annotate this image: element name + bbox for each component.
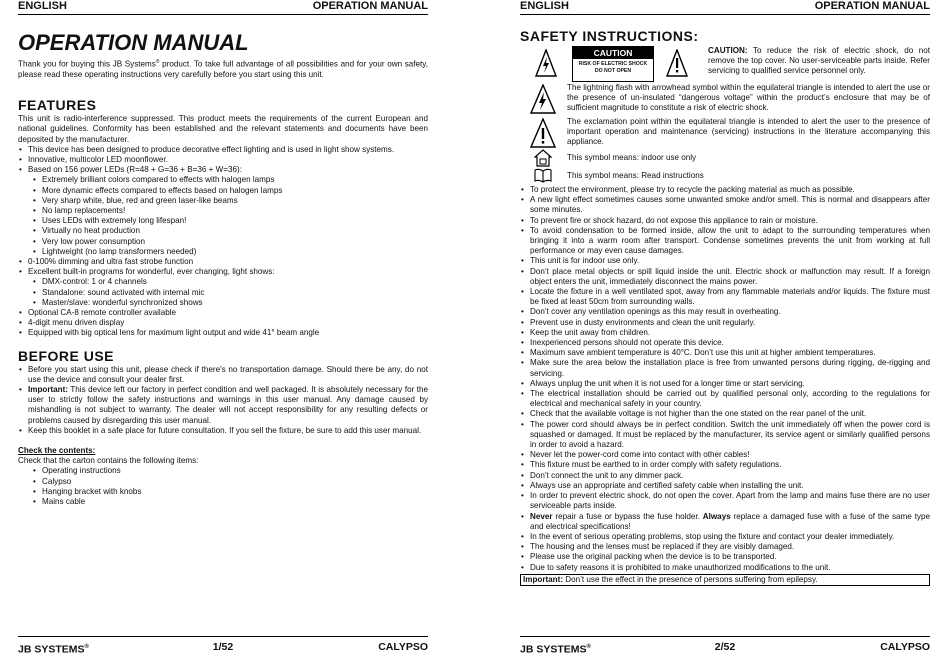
list-item: • Prevent use in dusty environments and clean the unit regularly. bbox=[520, 318, 930, 328]
footer-product: CALYPSO bbox=[880, 641, 930, 653]
list-item: • Optional CA-8 remote controller available bbox=[18, 308, 428, 318]
list-item: • Please use the original packing when the device is to be transported. bbox=[520, 552, 930, 562]
list-item: • Hanging bracket with knobs bbox=[18, 487, 428, 497]
features-heading: FEATURES bbox=[18, 97, 97, 114]
list-item: • Inexperienced persons should not operate this device. bbox=[520, 338, 930, 348]
check-contents-heading: Check the contents: bbox=[18, 445, 96, 455]
footer-brand: JB SYSTEMS® bbox=[520, 643, 591, 656]
page-1 bbox=[18, 0, 428, 654]
list-item: • This unit is for indoor use only. bbox=[520, 256, 930, 266]
list-item: • Keep the unit away from children. bbox=[520, 328, 930, 338]
list-item: • Never let the power-cord come into contact with other cables! bbox=[520, 450, 930, 460]
list-item: • Lightweight (no lamp transformers needed) bbox=[18, 247, 428, 257]
lightning-text: The lightning flash with arrowhead symbol within the equilateral triangle is intended to alert the use or the presence of un-insulated “dangerous voltage” within the product’s enclosure that may be of sufficient magnitude to constitute a risk of electric shock. bbox=[567, 83, 930, 113]
list-item: • Calypso bbox=[18, 477, 428, 487]
list-item: • This fixture must be earthed to in order comply with safety regulations. bbox=[520, 460, 930, 470]
header-language: ENGLISH bbox=[18, 0, 67, 12]
list-item: • Don’t connect the unit to any dimmer pack. bbox=[520, 471, 930, 481]
footer-brand: JB SYSTEMS® bbox=[18, 643, 89, 656]
caution-row bbox=[520, 46, 930, 82]
page-title: OPERATION MANUAL bbox=[18, 30, 249, 55]
list-item: • Don’t place metal objects or spill liquid inside the unit. Electric shock or malfunction may result. If a foreign object enters the unit, immediately disconnect the mains power. bbox=[520, 267, 930, 287]
read-text: This symbol means: Read instructions bbox=[567, 171, 704, 180]
header-doc-title: OPERATION MANUAL bbox=[814, 0, 930, 12]
footer-product: CALYPSO bbox=[378, 641, 428, 653]
list-item: • Innovative, multicolor LED moonflower. bbox=[18, 155, 428, 165]
list-item: • Extremely brilliant colors compared to effects with halogen lamps bbox=[18, 175, 428, 185]
list-item: • In the event of serious operating problems, stop using the fixture and contact your dealer immediately. bbox=[520, 532, 930, 542]
footer-page-number: 2/52 bbox=[714, 641, 736, 653]
check-contents-list bbox=[18, 466, 428, 507]
list-item: • Excellent built-in programs for wonderful, ever changing, light shows: bbox=[18, 267, 428, 277]
indoor-text: This symbol means: indoor use only bbox=[567, 153, 697, 162]
page-1-body bbox=[18, 31, 428, 507]
list-item: • More dynamic effects compared to effects based on halogen lamps bbox=[18, 186, 428, 196]
list-item: • Before you start using this unit, please check if there's no transportation damage. Should there be any, do not use the device and consult your dealer first. bbox=[18, 365, 428, 385]
list-item: • Keep this booklet in a safe place for future consultation. If you sell the fixture, be sure to add this user manual. bbox=[18, 426, 428, 436]
caution-text: CAUTION: To reduce the risk of electric shock, do not remove the top cover. No user-serviceable parts inside. Refer servicing to qualified service personnel only. bbox=[708, 46, 930, 76]
book-icon bbox=[534, 168, 552, 183]
header-language: ENGLISH bbox=[520, 0, 569, 12]
page-footer bbox=[18, 636, 428, 655]
list-item: • Equipped with big optical lens for maximum light output and wide 41° beam angle bbox=[18, 328, 428, 338]
header-doc-title: OPERATION MANUAL bbox=[312, 0, 428, 12]
list-item: • 4-digit menu driven display bbox=[18, 318, 428, 328]
list-item: • Don’t cover any ventilation openings as this may result in overheating. bbox=[520, 307, 930, 317]
page-2 bbox=[520, 0, 930, 654]
list-item: • 0-100% dimming and ultra fast strobe function bbox=[18, 257, 428, 267]
list-item: • Maximum save ambient temperature is 40°C. Don’t use this unit at higher ambient temperatures. bbox=[520, 348, 930, 358]
safety-list-continued bbox=[520, 532, 930, 573]
list-item: • A new light effect sometimes causes some unwanted smoke and/or smell. This is normal and disappears after some minutes. bbox=[520, 195, 930, 215]
list-item: • Always unplug the unit when it is not used for a longer time or start servicing. bbox=[520, 379, 930, 389]
list-item: • Very sharp white, blue, red and green laser-like beams bbox=[18, 196, 428, 206]
footer-page-number: 1/52 bbox=[212, 641, 234, 653]
list-item: • To avoid condensation to be formed inside, allow the unit to adapt to the surrounding temperatures when bringing it into a warm room after transport. Condense sometimes prevents the unit from working at full performance or may even cause damages. bbox=[520, 226, 930, 257]
indoor-house-icon bbox=[534, 149, 552, 167]
page-2-body bbox=[520, 28, 930, 586]
exclamation-text: The exclamation point within the equilateral triangle is intended to alert the user to the presence of important operation and maintenance (servicing) instructions in the literature accompanying this appliance. bbox=[567, 117, 930, 147]
list-item: • Master/slave: wonderful synchronized shows bbox=[18, 298, 428, 308]
intro-paragraph: Thank you for buying this JB Systems® product. To take full advantage of all possibilities and for your own safety, please read these operating instructions very carefully before you start using this unit. bbox=[18, 59, 428, 79]
page-header bbox=[18, 0, 428, 15]
list-item: • Important: This device left our factory in perfect condition and well packaged. It is absolutely necessary for the user to strictly follow the safety instructions and warnings in this user manual. Any damage caused by mishandling is not subject to warranty. The dealer will not accept responsibility for any resulting defects or problems caused by disregarding this user manual. bbox=[18, 385, 428, 426]
list-item: • No lamp replacements! bbox=[18, 206, 428, 216]
fuse-list bbox=[520, 512, 930, 532]
shock-warning-icon bbox=[535, 49, 557, 77]
features-list bbox=[18, 145, 428, 339]
safety-heading: SAFETY INSTRUCTIONS: bbox=[520, 28, 699, 44]
page-header bbox=[520, 0, 930, 15]
list-item: • Always use an appropriate and certified safety cable when installing the unit. bbox=[520, 481, 930, 491]
list-item: • Locate the fixture in a well ventilated spot, away from any flammable materials and/or liquids. The fixture must be fixed at least 50cm from surrounding walls. bbox=[520, 287, 930, 307]
list-item: • Standalone: sound activated with internal mic bbox=[18, 288, 428, 298]
features-intro: This unit is radio-interference suppressed. This product meets the requirements of the current European and national guidelines. Conformity has been established and the relevant statements and documents have been deposited by the manufacturer. bbox=[18, 114, 428, 144]
list-item: • Never repair a fuse or bypass the fuse holder. Always replace a damaged fuse with a fuse of the same type and electrical specifications! bbox=[520, 512, 930, 532]
before-use-heading: BEFORE USE bbox=[18, 347, 115, 364]
list-item: • Operating instructions bbox=[18, 466, 428, 476]
lightning-symbol-row bbox=[520, 83, 930, 117]
indoor-symbol-row bbox=[520, 149, 930, 167]
check-contents-intro: Check that the carton contains the following items: bbox=[18, 456, 199, 466]
list-item: • Check that the available voltage is not higher than the one stated on the rear panel of the unit. bbox=[520, 409, 930, 419]
caution-label: CAUTION RISK OF ELECTRIC SHOCK DO NOT OPEN bbox=[572, 46, 654, 82]
list-item: • Uses LEDs with extremely long lifespan! bbox=[18, 216, 428, 226]
list-item: • The electrical installation should be carried out by qualified personal only, according to the regulations for electrical and mechanical safety in your country. bbox=[520, 389, 930, 409]
safety-list bbox=[520, 185, 930, 512]
exclamation-triangle-icon bbox=[530, 118, 556, 148]
list-item: • Based on 156 power LEDs (R=48 + G=36 + B=36 + W=36): bbox=[18, 165, 428, 175]
list-item: • To prevent fire or shock hazard, do not expose this appliance to rain or moisture. bbox=[520, 216, 930, 226]
list-item: • The housing and the lenses must be replaced if they are visibly damaged. bbox=[520, 542, 930, 552]
list-item: • In order to prevent electric shock, do not open the cover. Apart from the lamp and mains fuse there are no user serviceable parts inside. bbox=[520, 491, 930, 511]
list-item: • Virtually no heat production bbox=[18, 226, 428, 236]
list-item: • The power cord should always be in perfect condition. Switch the unit immediately off when the power cord is squashed or damaged. It must be replaced by the manufacturer, its service agent or similarly qualified persons in order to avoid a hazard. bbox=[520, 420, 930, 451]
exclamation-warning-icon bbox=[666, 49, 688, 77]
important-epilepsy-note: Important: Don’t use the effect in the presence of persons suffering from epilepsy. bbox=[520, 574, 930, 586]
list-item: • DMX-control: 1 or 4 channels bbox=[18, 277, 428, 287]
exclamation-symbol-row bbox=[520, 117, 930, 149]
lightning-triangle-icon bbox=[530, 84, 556, 114]
read-symbol-row bbox=[520, 168, 930, 184]
list-item: • Very low power consumption bbox=[18, 237, 428, 247]
list-item: • Mains cable bbox=[18, 497, 428, 507]
list-item: • Due to safety reasons it is prohibited to make unauthorized modifications to the unit. bbox=[520, 563, 930, 573]
list-item: • To protect the environment, please try to recycle the packing material as much as possible. bbox=[520, 185, 930, 195]
list-item: • Make sure the area below the installation place is free from unwanted persons during rigging, de-rigging and servicing. bbox=[520, 358, 930, 378]
list-item: • This device has been designed to produce decorative effect lighting and is used in light show systems. bbox=[18, 145, 428, 155]
page-footer bbox=[520, 636, 930, 655]
before-use-list bbox=[18, 365, 428, 436]
